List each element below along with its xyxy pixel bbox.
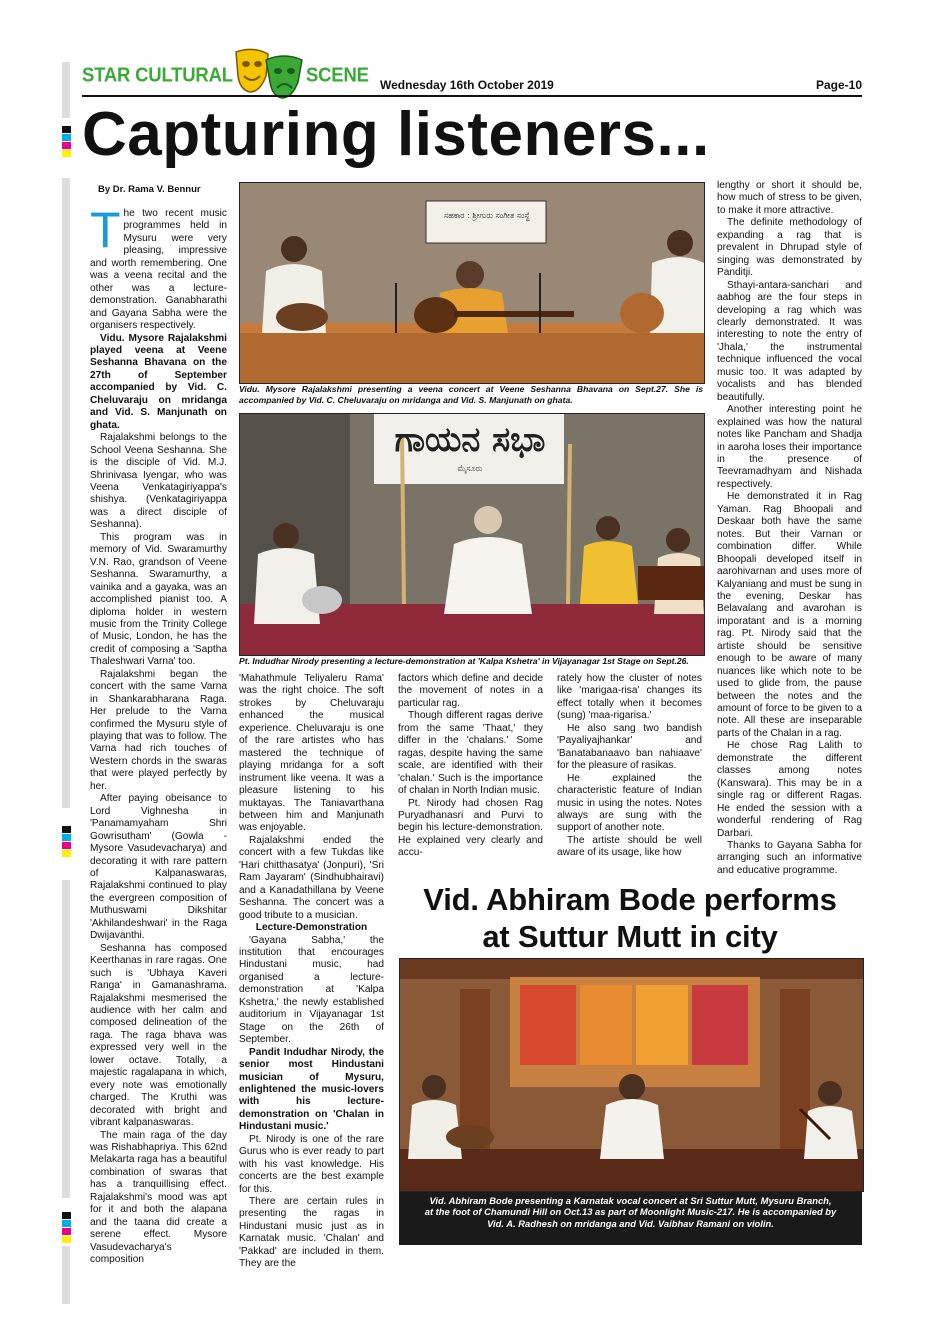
margin-bar — [62, 62, 70, 118]
photo-caption-veena: Vidu. Mysore Rajalakshmi presenting a veena concert at Veene Seshanna Bhavana on Sept.27. She is accompanied by Vid. C. Cheluvaraju on mridanga and Vid. S. Manjunath on ghata. — [239, 384, 703, 405]
margin-bar — [62, 178, 70, 808]
registration-marks — [62, 1212, 71, 1244]
photo-lecture-demonstration — [239, 413, 705, 656]
photo-caption-lecture: Pt. Indudhar Nirody presenting a lecture-demonstration at 'Kalpa Kshetra' in Vijayanagar 1st Stage on Sept.26. — [239, 656, 689, 666]
registration-marks — [62, 126, 71, 158]
article-column-2: 'Mahathmule Teliyaleru Rama' was the right choice. The soft strokes by Cheluvaraju enhanced the musical experience. Cheluvaraju is one of the rare artistes who has mastered the technique of playing mridanga for a soft instrument like veena. It was a pleasure listening to his muktayas. The Taniavarthana between him and Manjunath was enjoyable. Rajalakshmi ended the concert with a few Tukdas like 'Hari chitthasatya' (Jonpuri), 'Sri Ram Jayaram' (Sindhubhairavi) and a Kanadathillana by Veene Seshanna. The concert was a good tribute to a musician. Lecture-Demonstration 'Gayana Sabha,' the institution that encourages Hindustani music, had organised a lecture-demonstration at 'Kalpa Kshetra,' the newly established auditorium in Vijayanagar 1st Stage on the 26th of September. Pandit Indudhar Nirody, the senior most Hindustani musician of Mysuru, enlightened the music-lovers with his lecture-demonstration on 'Chalan in Hindustani music.' Pt. Nirody is one of the rare Gurus who is ever ready to part with his vast knowledge. His concerts are the best example for this. There are certain rules in presenting the ragas in Hindustani music just as in Karnatak music. 'Chalan' and 'Pakkad' are included in them. They are the — [239, 673, 384, 1270]
registration-marks — [62, 826, 71, 858]
photo-veena-concert — [239, 182, 705, 384]
story-headline-suttur: Vid. Abhiram Bode performs at Suttur Mutt in city — [423, 882, 837, 954]
photo-banner-subtext: ಮೈಸೂರು — [457, 464, 483, 473]
photo-banner-text: ಸಹಕಾರ : ಶ್ರೀಗುರು ಸಂಗೀತ ಸಂಸ್ಥೆ — [444, 211, 530, 220]
subheading-lecture-demonstration: Lecture-Demonstration — [255, 922, 368, 934]
header-rule — [82, 95, 862, 97]
photo-caption-suttur: Vid. Abhiram Bode presenting a Karnatak vocal concert at Sri Suttur Mutt, Mysuru Branch, at the foot of Chamundi Hill on Oct.13 as part of Moonlight Music-217. He is accompanied by Vid. A. Radhesh on mridanga and Vid. Vaibhav Ramani on violin. — [399, 1192, 862, 1245]
page-headline: Capturing listeners... — [82, 100, 710, 169]
issue-date: Wednesday 16th October 2019 — [380, 78, 554, 92]
photo-banner-text: ಗಾಯನ ಸಭಾ — [394, 420, 546, 460]
drop-cap: T — [90, 202, 121, 258]
section-title-left: STAR CULTURAL — [82, 63, 233, 86]
photo-suttur-mutt-concert — [399, 958, 864, 1192]
article-column-3: factors which define and decide the movement of notes in a particular rag. Though different ragas derive from the same 'Thaat,' they differ in the 'chalans.' Some ragas, despite having the same scale, are identified with their 'chalan.' Such is the importance of chalan in North Indian music. Pt. Nirody had chosen Rag Puryadhanasri and Purvi to begin his lecture-demonstration. He explained very clearly and accu- — [398, 673, 543, 859]
byline: By Dr. Rama V. Bennur — [98, 184, 201, 195]
theatre-masks-icon — [232, 46, 306, 100]
article-column-5: lengthy or short it should be, how much of stress to be given, to make it more attractive. The definite methodology of expanding a rag that is prevalent in Dhrupad style of singing was demonstrated by Panditji. Sthayi-antara-sanchari and aabhog are the four steps in developing a rag which was clearly demonstrated. It was interesting to note the entry of 'Jhala,' the instrumental technique influenced the vocal music too. It was adapted by vocalists and has blended beautifully. Another interesting point he explained was how the natural notes like Pancham and Shadja in aaroha loses their importance in the presence of Teevramadhyam and Nishada respectively. He demonstrated it in Rag Yaman. Rag Bhoopali and Deskaar both have the same notes. But their Varnan or combination differ. While Bhoopali developed itself in aarohivarnan and uses more of Kalyaniang and must be sung in the evening, Deskar has Belavalang and avarohan is imporatant and is a morning rag. Pt. Nirody said that the artiste should be sensitive enough to be aware of many nuances like which note to be used to glide from, the pause between the notes and the amount of force to be given to a note. All these are inseparable parts of the Chalan in a rag. He chose Rag Lalith to demonstrate the different classes among notes (Kanswara). This may be in a single rag or different Ragas. He ended the session with a wonderful rendering of Rag Darbari. Thanks to Gayana Sabha for arranging such an informative and educative programme. — [717, 180, 862, 876]
margin-bar — [62, 1246, 70, 1304]
margin-bar — [62, 880, 70, 1198]
article-column-4: rately how the cluster of notes like 'marigaa-risa' changes its effect totally when it becomes (sung) 'maa-rigarisa.' He also sang two bandish 'Payaliyajhankar' and 'Banatabanaavo ban nahiaave' for the pleasure of rasikas. He explained the characteristic feature of Indian music in using the notes. Notes always are sung with the support of another note. The artiste should be well aware of its usage, like how — [557, 673, 702, 859]
section-title-right: SCENE — [306, 63, 369, 86]
article-column-1: The two recent music programmes held in Mysuru were very pleasing, impressive and worth remembering. One was a veena recital and the other was a lecture-demonstration. Ganabharathi and Gayana Sabha were the organisers respectively. Vidu. Mysore Rajalakshmi played veena at Veene Seshanna Bhavana on the 27th of September accompanied by Vid. C. Cheluvaraju on mridanga and Vid. S. Manjunath on ghata. Rajalakshmi belongs to the School Veena Seshanna. She is the disciple of Vid. M.J. Shrinivasa Iyengar, who was Veena Venkatagiriyappa's shishya. (Venkatagiriyappa was a direct disciple of Seshanna). This program was in memory of Vid. Swaramurthy V.N. Rao, grandson of Veene Seshanna. Swaramurthy, a vainika and a gayaka, was an accomplished pianist too. A diploma holder in western music from the Trinity College of Music, London, he has the credit of composing a 'Saptha Thaleshwari Varna' too. Rajalakshmi began the concert with the same Varna in Shankarabharana Raga. Her prelude to the Varna confirmed the Mysuru style of playing that was to follow. The Varna had rich touches of Western chords in the swaras that were played perfectly by her. After paying obeisance to Lord Vighnesha in 'Panamamyaham Shri Gowrisutham' (Gowla - Mysore Vasudevacharya) and decorating it with rare pattern of Kalpanaswaras, Rajalakshmi continued to play the evergreen composition of Muthuswami Dikshitar 'Akhilandeshwari' in the Raga Dwijavanthi. Seshanna has composed Keerthanas in rare ragas. One such is 'Ubhaya Kaveri Ranga' in Gamanashrama. Rajalakshmi mesmerised the audience with her calm and composed delineation of the raga. The raga bhava was expressed very well in the lower octave. Totally, a majestic ragalapana in which, every note was emotionally charged. The Kruthi was decorated with bright and vibrant kalpanaswaras. The main raga of the day was Rishabhapriya. This 62nd Melakarta raga has a beautiful combination of swaras that has a tranquillising effect. Rajalakshmi's mood was apt for it and both the alapana and the taana did create a serene effect. Mysore Vasudevacharya's composition — [90, 202, 227, 1266]
page-number: Page-10 — [815, 78, 862, 92]
